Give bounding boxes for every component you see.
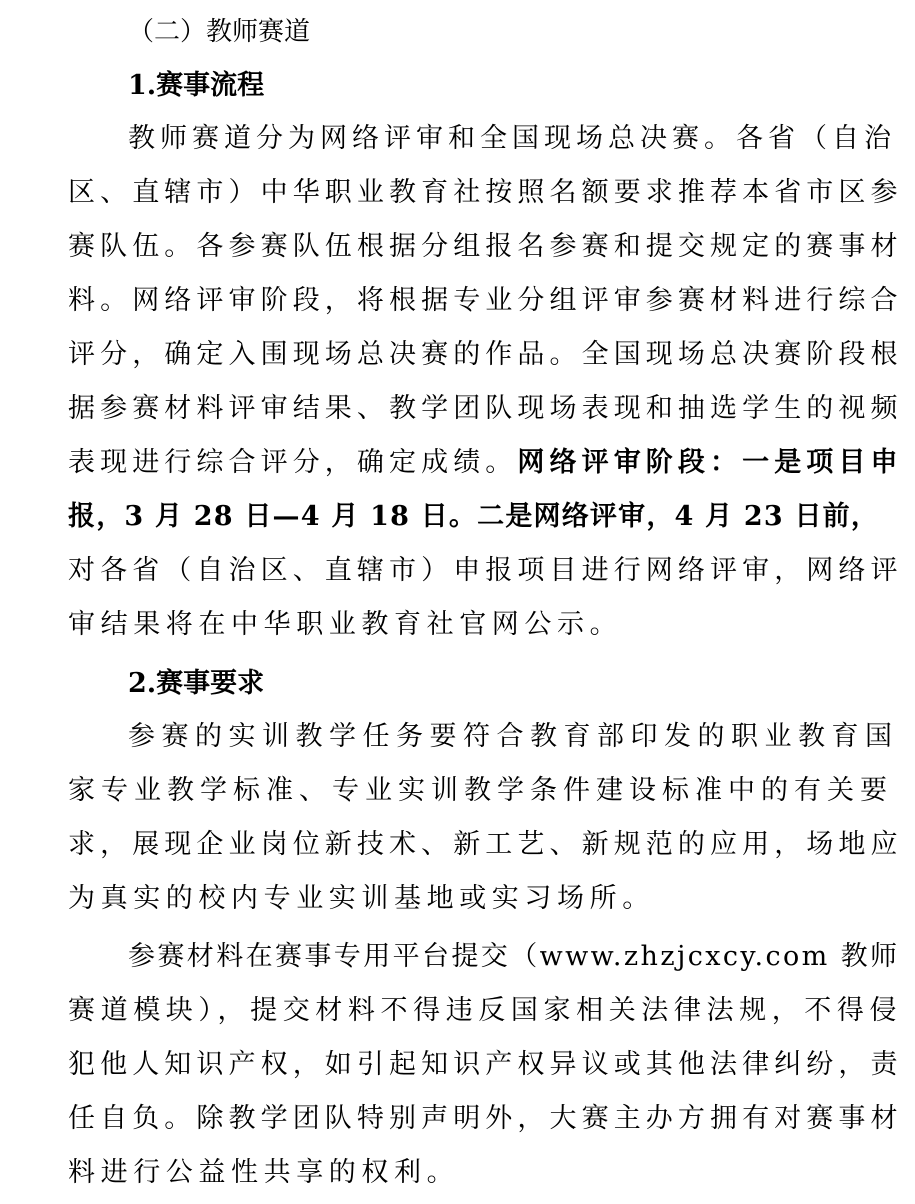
bold-highlight: 网络评审阶段：一是项目申 bbox=[517, 447, 903, 478]
paragraph-line: 任自负。除教学团队特别声明外，大赛主办方拥有对赛事材 bbox=[68, 1103, 903, 1134]
paragraph-line: 参赛材料在赛事专用平台提交（www.zhzjcxcy.com 教师 bbox=[128, 941, 900, 972]
paragraph-line: 犯他人知识产权，如引起知识产权异议或其他法律纠纷，责 bbox=[68, 1049, 903, 1080]
paragraph-line: 审结果将在中华职业教育社官网公示。 bbox=[68, 609, 623, 640]
paragraph-line: 区、直辖市）中华职业教育社按照名额要求推荐本省市区参 bbox=[68, 177, 903, 208]
paragraph-line: 料进行公益性共享的权利。 bbox=[68, 1157, 460, 1188]
paragraph-line: 料。网络评审阶段，将根据专业分组评审参赛材料进行综合 bbox=[68, 285, 903, 316]
paragraph-line: 教师赛道分为网络评审和全国现场总决赛。各省（自治 bbox=[128, 123, 896, 154]
paragraph-line: 赛队伍。各参赛队伍根据分组报名参赛和提交规定的赛事材 bbox=[68, 231, 903, 262]
paragraph-text: 表现进行综合评分，确定成绩。 bbox=[68, 447, 518, 478]
paragraph-line: 求，展现企业岗位新技术、新工艺、新规范的应用，场地应 bbox=[68, 829, 903, 860]
paragraph-line-mixed bbox=[68, 443, 903, 483]
bold-highlight-line: 报，3 月 28 日—4 月 18 日。二是网络评审，4 月 23 日前， bbox=[68, 501, 880, 532]
paragraph-line: 赛道模块），提交材料不得违反国家相关法律法规，不得侵 bbox=[68, 995, 903, 1026]
paragraph-line: 据参赛材料评审结果、教学团队现场表现和抽选学生的视频 bbox=[68, 393, 903, 424]
paragraph-line: 参赛的实训教学任务要符合教育部印发的职业教育国 bbox=[128, 721, 899, 752]
paragraph-line: 为真实的校内专业实训基地或实习场所。 bbox=[68, 883, 655, 914]
paragraph-line: 对各省（自治区、直辖市）申报项目进行网络评审，网络评 bbox=[68, 555, 903, 586]
section-heading: （二）教师赛道 bbox=[128, 17, 311, 47]
paragraph-line: 家专业教学标准、专业实训教学条件建设标准中的有关要 bbox=[68, 775, 893, 806]
paragraph-line: 评分，确定入围现场总决赛的作品。全国现场总决赛阶段根 bbox=[68, 339, 903, 370]
subsection-heading-1: 1.赛事流程 bbox=[128, 70, 265, 101]
subsection-heading-2: 2.赛事要求 bbox=[128, 668, 265, 699]
